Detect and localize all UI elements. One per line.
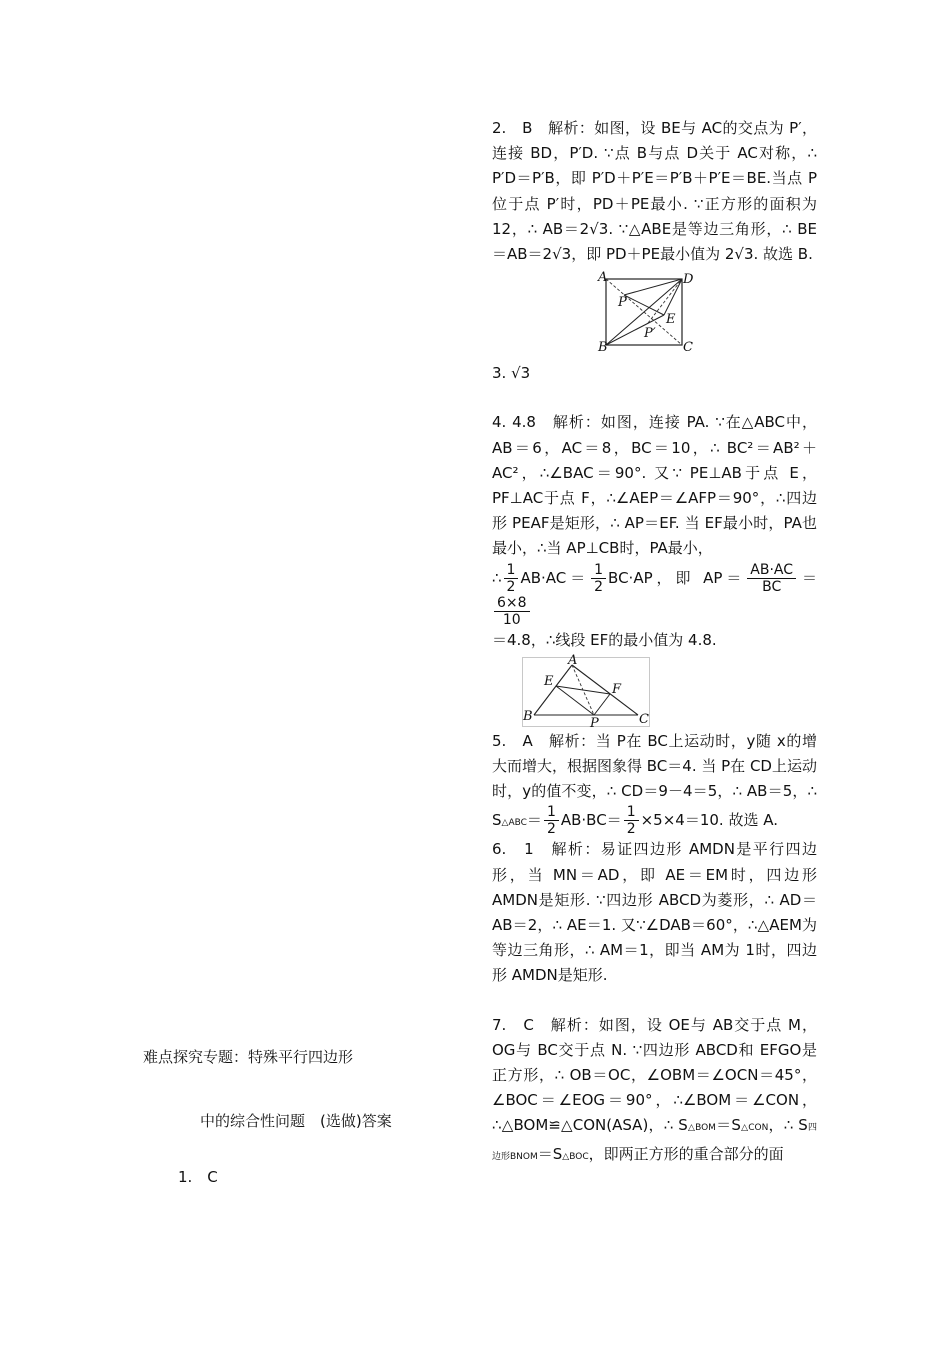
answer-5-subscript: △ABC	[501, 818, 527, 829]
section-title-line1: 难点探究专题：特殊平行四边形	[143, 1048, 354, 1066]
answer-4-text: 4. 4.8 解析：如图，连接 PA. ∵在△ABC中，AB＝6，AC＝8，BC＝10，∴ BC²＝AB²＋AC²，∴∠BAC＝90°. 又∵ PE⊥AB于点 E，PF⊥AC于点 F，∴∠AEP＝∠AFP＝90°，∴四边形 PEAF是矩形，∴ AP＝EF. 当 EF最小时，PA也最小，∴当 AP⊥CB时，PA最小，	[492, 413, 817, 558]
answer-7-sub-bnom: 四边形BNOM	[492, 1123, 817, 1162]
answer-5	[492, 729, 817, 838]
answer-4-equals: ＝	[798, 568, 817, 587]
fraction-ap: $\frac{AB\cdot AC}{BC}$	[747, 562, 796, 595]
answer-1: 1. C	[178, 1168, 218, 1186]
fraction-value: $\frac{6\times 8}{10}$	[494, 595, 530, 628]
answer-4-result: ＝4.8，∴线段 EF的最小值为 4.8.	[492, 630, 717, 649]
fig1-label-e: E	[666, 312, 676, 328]
square-figure	[598, 270, 694, 356]
answer-7-sub-boc: △BOC	[562, 1151, 589, 1162]
fig1-label-c: C	[683, 340, 693, 356]
answer-4-therefore: ∴	[492, 568, 502, 587]
section-title-line2: 中的综合性问题 (选做)答案	[200, 1112, 392, 1130]
answer-7-text: 7. C 解析：如图，设 OE与 AB交于点 M，OG与 BC交于点 N. ∵四边形 ABCD和 EFGO是正方形，∴ OB＝OC，∠OBM＝∠OCN＝45°，∠BOC＝∠EOG＝90°，∴∠BOM＝∠CON，∴△BOM≌△CON(ASA)，∴ S	[492, 1015, 817, 1135]
answer-4-bc-ap: BC·AP，即 AP＝	[608, 568, 746, 587]
fig1-label-p-prime: P′	[644, 326, 656, 342]
answer-7-eq: ＝S	[715, 1116, 741, 1135]
answer-7-therefore: ，∴ S	[768, 1116, 808, 1135]
answer-6: 6. 1 解析：易证四边形 AMDN是平行四边形，当 MN＝AD，即 AE＝EM时，四边形 AMDN是矩形. ∵四边形 ABCD为菱形，∴ AD＝AB＝2，∴ AE＝1. 又∵∠DAB＝60°，∴△AEM为等边三角形，∴ AM＝1，即当 AM为 1时，四边形 AMDN是矩形.	[492, 840, 817, 985]
answer-5-ab-bc: AB·BC＝	[560, 811, 622, 830]
answer-5-equals: ＝	[526, 811, 542, 830]
answer-7-sub-con: △CON	[740, 1123, 769, 1134]
answer-4	[492, 410, 817, 652]
fig1-label-p: P	[618, 295, 627, 311]
answer-7-sub-bom: △BOM	[687, 1123, 716, 1134]
fraction-half-4: $\frac{1}{2}$	[624, 804, 639, 837]
answer-5-text: 5. A 解析：当 P在 BC上运动时，y随 x的增大而增大，根据图象得 BC＝4. 当 P在 CD上运动时，y的值不变，∴ CD＝9－4＝5，∴ AB＝5，∴ S	[492, 731, 817, 830]
fig2-label-p: P	[590, 715, 599, 731]
answer-3: 3. √3	[492, 364, 531, 383]
fig2-label-a: A	[568, 652, 578, 668]
fig1-label-d: D	[683, 272, 694, 288]
answer-2: 2. B 解析：如图，设 BE与 AC的交点为 P′，连接 BD，P′D. ∵点 B与点 D关于 AC对称，∴ P′D＝P′B，即 P′D＋P′E＝P′B＋P′E＝BE.当点 P位于点 P′时，PD＋PE最小. ∵正方形的面积为 12，∴ AB＝2√3. ∵△ABE是等边三角形，∴ BE＝AB＝2√3，即 PD＋PE最小值为 2√3. 故选 B.	[492, 119, 817, 264]
fig2-label-c: C	[639, 711, 649, 727]
fig2-label-b: B	[523, 708, 533, 724]
fraction-half: $\frac{1}{2}$	[504, 562, 519, 595]
fig1-label-a: A	[598, 270, 608, 286]
triangle-figure	[522, 652, 650, 731]
answer-column	[492, 116, 817, 1170]
answer-4-ab-ac: AB·AC＝	[520, 568, 590, 587]
fraction-half-2: $\frac{1}{2}$	[591, 562, 606, 595]
fig2-label-f: F	[612, 681, 622, 697]
fraction-half-3: $\frac{1}{2}$	[544, 804, 559, 837]
answer-7-tail: ，即两正方形的重合部分的面	[588, 1144, 784, 1163]
answer-5-result: ×5×4＝10. 故选 A.	[640, 811, 778, 830]
answer-7-eq2: ＝S	[537, 1144, 563, 1163]
fig1-label-b: B	[598, 340, 608, 356]
answer-7	[492, 1013, 817, 1170]
fig2-label-e: E	[544, 673, 554, 689]
